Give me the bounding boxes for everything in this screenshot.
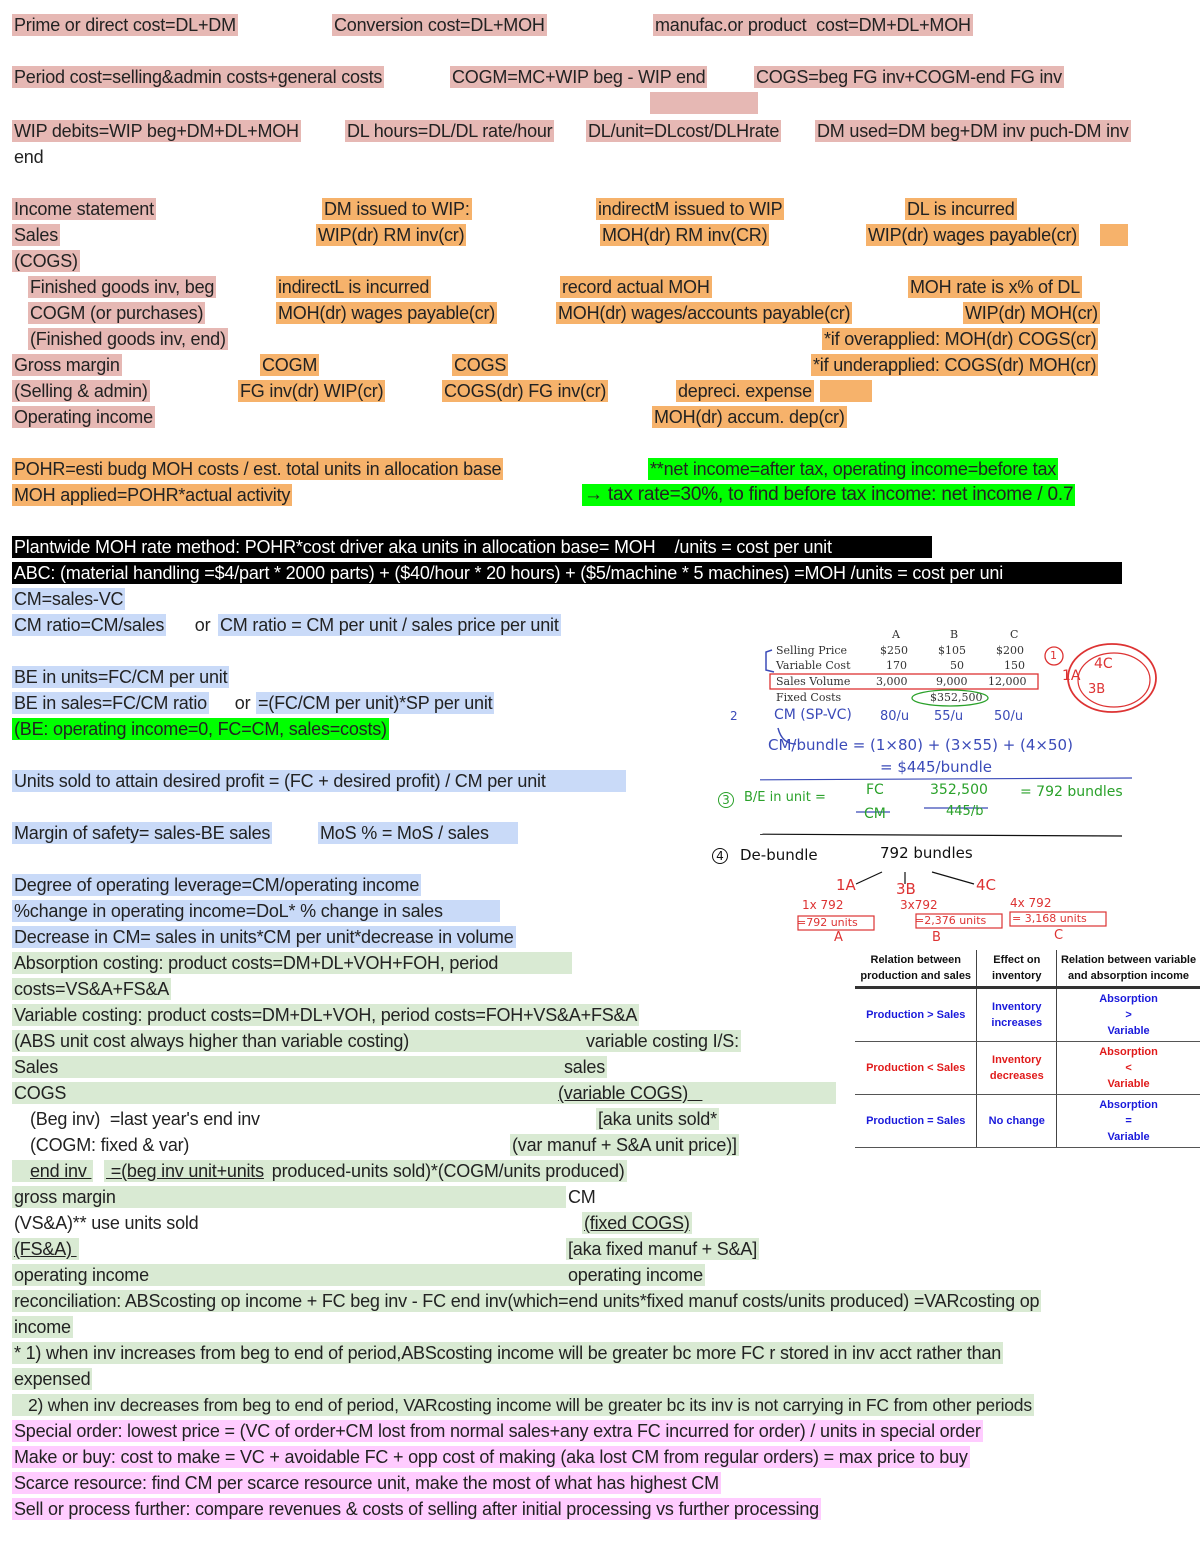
scarce-resource-rule: Scarce resource: find CM per scarce resource unit, make the most of what has highest CM	[14, 1473, 719, 1493]
is-selling-admin: (Selling & admin)	[14, 381, 148, 401]
wip-debits-formula: WIP debits=WIP beg+DM+DL+MOH	[14, 121, 299, 141]
highlight-block	[1100, 224, 1128, 246]
production-sales-table	[855, 950, 1200, 1148]
table-row	[855, 1095, 1200, 1148]
step2-label: CM (SP-VC)	[774, 707, 852, 723]
is-cogm: COGM (or purchases)	[30, 303, 204, 323]
circle-mark: 1	[1050, 649, 1057, 662]
step4-result: =2,376 units	[915, 914, 987, 927]
depreciation-title: depreci. expense	[678, 381, 812, 401]
table-cell-income	[1057, 1042, 1200, 1095]
abs-is-gross-margin: gross margin	[12, 1186, 566, 1208]
example-cell: 170	[886, 659, 907, 672]
abs-label: Absorption	[1099, 1099, 1158, 1111]
step3-cm: CM	[864, 806, 886, 822]
prime-cost-formula: Prime or direct cost=DL+DM	[14, 15, 236, 35]
step2-val: 50/u	[994, 709, 1024, 724]
indirect-l-entry: MOH(dr) wages payable(cr)	[278, 303, 496, 323]
actual-moh-title: record actual MOH	[562, 277, 710, 297]
var-is-operating-income: operating income	[568, 1265, 703, 1285]
table-cell-relation: Production > Sales	[855, 988, 977, 1042]
plantwide-moh-method: Plantwide MOH rate method: POHR*cost driver aka units in allocation base= MOH /units = cost per unit	[12, 536, 932, 558]
cogs-entry: COGS(dr) FG inv(cr)	[444, 381, 607, 401]
cogs-title: COGS	[454, 355, 507, 375]
example-cell: $105	[938, 644, 966, 657]
step4-result: = 3,168 units	[1012, 912, 1087, 925]
var-label: Variable	[1107, 1025, 1150, 1037]
variable-costing-def: Variable costing: product costs=DM+DL+VOH, period costs=FOH+VS&A+FS&A	[14, 1005, 638, 1025]
sell-or-process-rule: Sell or process further: compare revenues & costs of selling after initial processing vs further processing	[14, 1499, 819, 1519]
cogm-entry: FG inv(dr) WIP(cr)	[240, 381, 384, 401]
indirect-m-entry: MOH(dr) RM inv(CR)	[602, 225, 768, 245]
example-cell: 12,000	[988, 675, 1027, 688]
table-row	[855, 1042, 1200, 1095]
step3-numerator: 352,500	[930, 782, 988, 798]
is-fg-end: (Finished goods inv, end)	[30, 329, 226, 349]
example-row-label: Variable Cost	[776, 659, 851, 672]
example-col-c: C	[1010, 628, 1019, 641]
step4-calc: 4x 792	[1010, 896, 1052, 910]
be-sales-formula-a: BE in sales=FC/CM ratio	[14, 693, 207, 713]
abs-label: Absorption	[1099, 1046, 1158, 1058]
dl-hours-formula: DL hours=DL/DL rate/hour	[347, 121, 553, 141]
step2-bundle: CM/bundle = (1×80) + (3×55) + (4×50)	[768, 736, 1073, 754]
make-or-buy-rule: Make or buy: cost to make = VC + avoidable FC + opp cost of making (aka lost CM from regular orders) = max price to buy	[14, 1447, 968, 1467]
abs-is-beg-inv: (Beg inv) =last year's end inv	[30, 1109, 260, 1129]
abs-is-end-inv-formula-b: produced-units sold)*(COGM/units produced)	[267, 1161, 625, 1181]
dm-issued-entry: WIP(dr) RM inv(cr)	[318, 225, 465, 245]
circle-mark: 1A	[1062, 668, 1081, 684]
step4-calc: 1x 792	[802, 898, 844, 912]
example-col-b: B	[950, 628, 959, 641]
var-is-fixed-note: [aka fixed manuf + S&A]	[568, 1239, 758, 1259]
table-row	[855, 988, 1200, 1042]
dl-unit-formula: DL/unit=DLcost/DLHrate	[588, 121, 780, 141]
inv-decrease-note: 2) when inv decreases from beg to end of period, VARcosting income will be greater bc its inv is not carrying in FC from other periods	[14, 1395, 1032, 1415]
decrease-cm-formula: Decrease in CM= sales in units*CM per unit*decrease in volume	[14, 927, 514, 947]
step2-bundle-result: = $445/bundle	[880, 758, 993, 776]
example-cell: $250	[880, 644, 908, 657]
example-col-a: A	[892, 628, 900, 641]
underapplied-entry: *if underapplied: COGS(dr) MOH(cr)	[813, 355, 1097, 375]
dl-incurred-title: DL is incurred	[907, 199, 1015, 219]
is-fg-beg: Finished goods inv, beg	[30, 277, 215, 297]
is-operating-income: Operating income	[14, 407, 153, 427]
step4-letter: B	[932, 930, 941, 945]
table-header: Relation between production and sales	[855, 950, 977, 988]
net-income-note: **net income=after tax, operating income=before tax	[650, 459, 1057, 479]
cm-formula: CM=sales-VC	[14, 589, 124, 609]
abs-label: Absorption	[1099, 993, 1158, 1005]
abs-is-cogs: COGS	[12, 1082, 556, 1104]
table-cell-effect: No change	[977, 1095, 1057, 1148]
is-sales: Sales	[14, 225, 59, 245]
table-cell-income	[1057, 1095, 1200, 1148]
abs-cost-note: (ABS unit cost always higher than variable costing)	[12, 1030, 716, 1052]
be-units-formula: BE in units=FC/CM per unit	[14, 667, 228, 687]
cm-ratio-formula-b: CM ratio = CM per unit / sales price per unit	[220, 615, 559, 635]
step2-val: 55/u	[934, 709, 964, 724]
example-row-label: Sales Volume	[776, 675, 851, 688]
step4-tag: 3B	[896, 880, 916, 898]
var-is-cm: CM	[568, 1187, 596, 1207]
table-header: Effect on inventory	[977, 950, 1057, 988]
step2-val: 80/u	[880, 709, 910, 724]
moh-rate-title: MOH rate is x% of DL	[910, 277, 1081, 297]
highlight-block	[650, 92, 758, 114]
indirect-l-title: indirectL is incurred	[278, 277, 430, 297]
dm-issued-title: DM issued to WIP:	[324, 199, 470, 219]
var-is-fixed-cogs: (fixed COGS)	[584, 1213, 690, 1233]
abs-is-cogm: (COGM: fixed & var)	[30, 1135, 190, 1155]
step3-label: B/E in unit =	[744, 790, 826, 805]
be-definition: (BE: operating income=0, FC=CM, sales=costs)	[14, 719, 387, 739]
reconciliation-formula-cont: income	[14, 1317, 71, 1337]
pohr-formula: POHR=esti budg MOH costs / est. total units in allocation base	[14, 459, 502, 479]
step-number: 3	[718, 792, 734, 808]
comparison-op: =	[1125, 1115, 1132, 1127]
actual-moh-entry: MOH(dr) wages/accounts payable(cr)	[558, 303, 851, 323]
cogm-title: COGM	[262, 355, 318, 375]
table-header: Relation between variable and absorption income	[1057, 950, 1200, 988]
var-is-units-note: [aka units sold*	[598, 1109, 717, 1129]
example-cell: 150	[1004, 659, 1025, 672]
table-cell-relation: Production = Sales	[855, 1095, 977, 1148]
abs-is-end-inv-label: end inv	[12, 1160, 93, 1182]
example-cell: 3,000	[876, 675, 908, 688]
example-cell: $200	[996, 644, 1024, 657]
circle-mark: 4C	[1094, 656, 1113, 672]
cogs-formula: COGS=beg FG inv+COGM-end FG inv	[756, 67, 1062, 87]
special-order-rule: Special order: lowest price = (VC of order+CM lost from normal sales+any extra FC incurred for order) / units in special order	[14, 1421, 981, 1441]
inv-increase-note-cont: expensed	[14, 1369, 91, 1389]
indirect-m-title: indirectM issued to WIP	[598, 199, 783, 219]
depreciation-entry: MOH(dr) accum. dep(cr)	[654, 407, 845, 427]
overapplied-entry: *if overapplied: MOH(dr) COGS(cr)	[824, 329, 1097, 349]
dm-used-continuation: end	[14, 147, 44, 167]
step4-label: De-bundle	[740, 846, 818, 864]
step3-fc: FC	[866, 782, 884, 798]
table-cell-effect: Inventory decreases	[977, 1042, 1057, 1095]
step4-total: 792 bundles	[880, 844, 973, 862]
var-is-title: variable costing I/S:	[586, 1031, 739, 1051]
cogm-formula: COGM=MC+WIP beg - WIP end	[452, 67, 706, 87]
or-connector: or	[190, 615, 216, 635]
abc-method: ABC: (material handling =$4/part * 2000 parts) + ($40/hour * 20 hours) + ($5/machine * 5 machines) =MOH /units = cost per uni	[12, 562, 1122, 584]
table-cell-effect: Inventory increases	[977, 988, 1057, 1042]
or-connector: or	[230, 693, 256, 713]
moh-rate-entry: WIP(dr) MOH(cr)	[965, 303, 1098, 323]
mos-percent-formula: MoS % = MoS / sales	[318, 822, 518, 844]
step4-calc: 3x792	[900, 898, 938, 912]
moh-applied-formula: MOH applied=POHR*actual activity	[14, 485, 291, 505]
inv-increase-note: * 1) when inv increases from beg to end of period,ABScosting income will be greater bc more FC r stored in inv acct rather than	[14, 1343, 1002, 1363]
cm-ratio-formula-a: CM ratio=CM/sales	[14, 615, 165, 635]
be-sales-formula-b: =(FC/CM per unit)*SP per unit	[258, 693, 493, 713]
step4-result: =792 units	[797, 916, 858, 929]
absorption-costing-def-cont: costs=VS&A+FS&A	[14, 979, 170, 999]
step3-denominator: 445/b	[946, 804, 984, 819]
step4-tag: 1A	[836, 876, 856, 894]
var-is-var-cogs: (variable COGS)	[556, 1082, 836, 1104]
example-cell: 9,000	[936, 675, 968, 688]
period-cost-formula: Period cost=selling&admin costs+general costs	[14, 67, 383, 87]
step4-letter: C	[1054, 928, 1064, 943]
table-cell-income	[1057, 988, 1200, 1042]
abs-is-end-inv-formula-a: =(beg inv unit+units	[106, 1161, 264, 1181]
example-cell: $352,500	[930, 691, 983, 704]
example-row-label: Fixed Costs	[776, 691, 842, 704]
step-number: 4	[712, 848, 728, 864]
step-number: 2	[730, 709, 738, 723]
conversion-cost-formula: Conversion cost=DL+MOH	[334, 15, 545, 35]
var-is-sales: sales	[564, 1057, 606, 1077]
example-row-label: Selling Price	[776, 644, 848, 657]
target-profit-formula: Units sold to attain desired profit = (FC + desired profit) / CM per unit	[12, 770, 626, 792]
income-statement-title: Income statement	[14, 199, 154, 219]
dm-used-formula: DM used=DM beg+DM inv puch-DM inv	[817, 121, 1129, 141]
var-is-price-note: (var manuf + S&A unit price)]	[512, 1135, 737, 1155]
product-cost-formula: manufac.or product cost=DM+DL+MOH	[655, 15, 971, 35]
dol-formula: Degree of operating leverage=CM/operating income	[14, 875, 420, 895]
abs-is-operating-income: operating income	[12, 1264, 566, 1286]
margin-of-safety-formula: Margin of safety= sales-BE sales	[14, 823, 271, 843]
change-op-income-formula: %change in operating income=DoL* % change in sales	[12, 900, 500, 922]
step3-result: = 792 bundles	[1020, 784, 1123, 800]
circle-mark: 3B	[1088, 682, 1106, 697]
reconciliation-formula: reconciliation: ABScosting op income + FC beg inv - FC end inv(which=end units*fixed manuf costs/units produced) =VARcosting op	[14, 1291, 1040, 1311]
abs-is-vsa: (VS&A)** use units sold	[14, 1213, 199, 1233]
example-cell: 50	[950, 659, 964, 672]
highlight-block	[820, 380, 872, 402]
var-label: Variable	[1107, 1131, 1150, 1143]
is-gross-margin: Gross margin	[14, 355, 120, 375]
table-cell-relation: Production < Sales	[855, 1042, 977, 1095]
abs-is-sales: Sales	[12, 1056, 566, 1078]
step4-tag: 4C	[976, 876, 997, 894]
tax-rate-note: → tax rate=30%, to find before tax income: net income / 0.7	[584, 484, 1074, 505]
comparison-op: >	[1125, 1009, 1132, 1021]
absorption-costing-def: Absorption costing: product costs=DM+DL+VOH+FOH, period	[12, 952, 572, 974]
dl-incurred-entry: WIP(dr) wages payable(cr)	[868, 225, 1078, 245]
abs-is-fsa: (FS&A)	[14, 1239, 77, 1259]
step4-letter: A	[834, 930, 843, 945]
comparison-op: <	[1125, 1062, 1132, 1074]
var-label: Variable	[1107, 1078, 1150, 1090]
is-cogs: (COGS)	[14, 251, 78, 271]
